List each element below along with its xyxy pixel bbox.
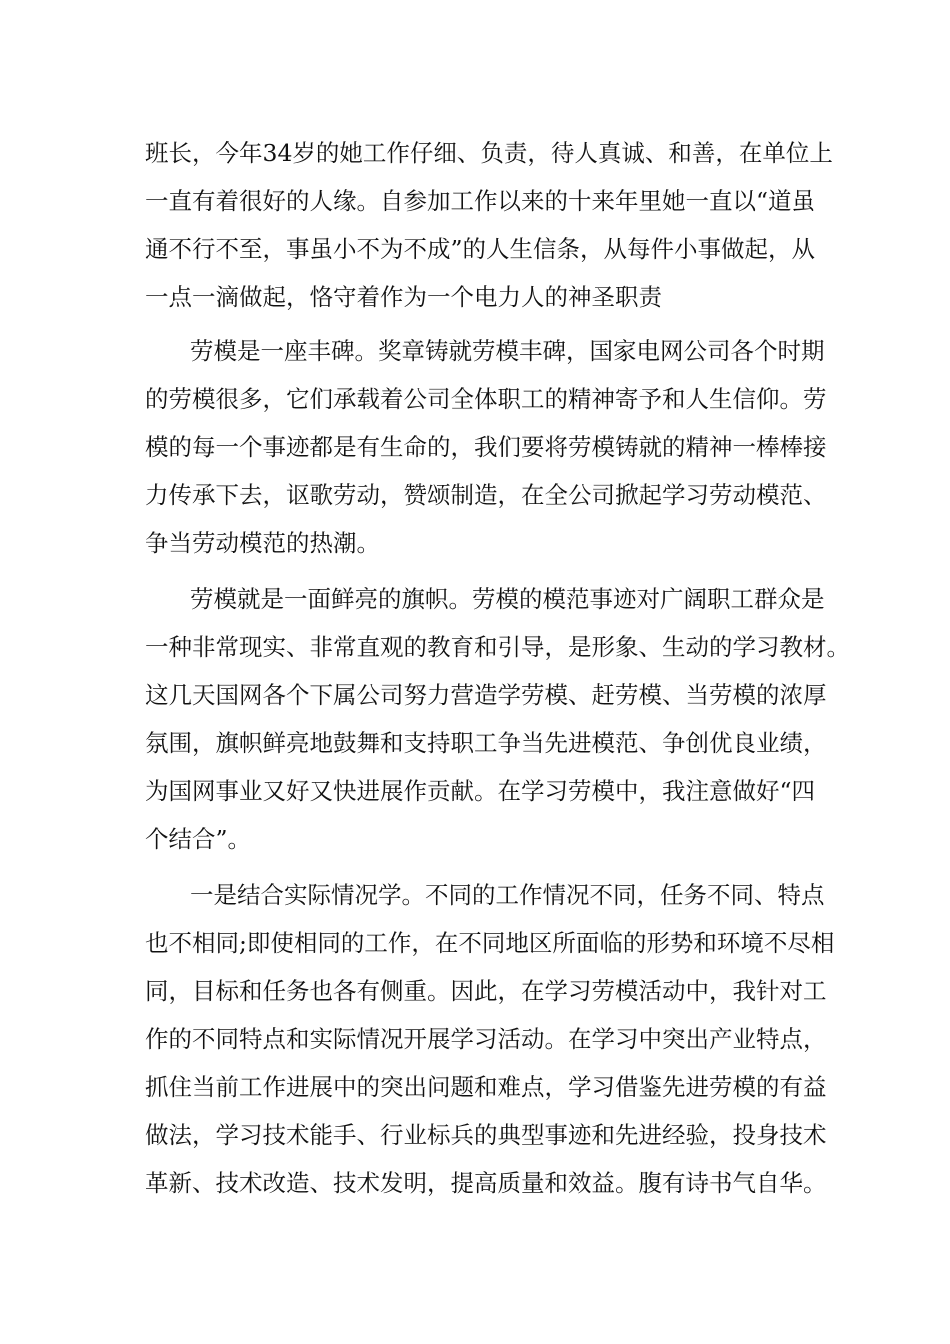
paragraph-line: 氛围，旗帜鲜亮地鼓舞和支持职工争当先进模范、争创优良业绩， bbox=[145, 729, 827, 757]
paragraph-line: 劳模就是一面鲜亮的旗帜。劳模的模范事迹对广阔职工群众是 bbox=[190, 585, 825, 613]
paragraph-line: 革新、技术改造、技术发明，提高质量和效益。腹有诗书气自华。 bbox=[145, 1169, 827, 1197]
paragraph-line: 一点一滴做起，恪守着作为一个电力人的神圣职责 bbox=[145, 283, 662, 311]
paragraph-line: 通不行不至，事虽小不为不成”的人生信条，从每件小事做起，从 bbox=[145, 235, 816, 263]
paragraph-line: 一是结合实际情况学。不同的工作情况不同，任务不同、特点 bbox=[190, 881, 825, 909]
paragraph-line: 争当劳动模范的热潮。 bbox=[145, 529, 380, 557]
paragraph-line: 力传承下去，讴歌劳动，赞颂制造，在全公司掀起学习劳动模范、 bbox=[145, 481, 827, 509]
paragraph-line: 作的不同特点和实际情况开展学习活动。在学习中突出产业特点， bbox=[145, 1025, 827, 1053]
paragraph-line: 抓住当前工作进展中的突出问题和难点，学习借鉴先进劳模的有益 bbox=[145, 1073, 827, 1101]
paragraph-line: 一直有着很好的人缘。自参加工作以来的十来年里她一直以“道虽 bbox=[145, 187, 816, 215]
paragraph-line: 为国网事业又好又快进展作贡献。在学习劳模中，我注意做好“四 bbox=[145, 777, 816, 805]
paragraph-line: 的劳模很多，它们承载着公司全体职工的精神寄予和人生信仰。劳 bbox=[145, 385, 827, 413]
paragraph-line: 模的每一个事迹都是有生命的，我们要将劳模铸就的精神一棒棒接 bbox=[145, 433, 827, 461]
paragraph-line: 同，目标和任务也各有侧重。因此，在学习劳模活动中，我针对工 bbox=[145, 977, 827, 1005]
paragraph-line: 个结合”。 bbox=[145, 825, 252, 853]
paragraph-line: 做法，学习技术能手、行业标兵的典型事迹和先进经验，投身技术 bbox=[145, 1121, 827, 1149]
paragraph-line: 一种非常现实、非常直观的教育和引导，是形象、生动的学习教材。 bbox=[145, 633, 850, 661]
paragraph-line: 班长，今年34岁的她工作仔细、负责，待人真诚、和善，在单位上 bbox=[145, 139, 833, 167]
paragraph-line: 这几天国网各个下属公司努力营造学劳模、赶劳模、当劳模的浓厚 bbox=[145, 681, 827, 709]
paragraph-line: 劳模是一座丰碑。奖章铸就劳模丰碑，国家电网公司各个时期 bbox=[190, 337, 825, 365]
paragraph-line: 也不相同;即使相同的工作，在不同地区所面临的形势和环境不尽相 bbox=[145, 929, 835, 957]
